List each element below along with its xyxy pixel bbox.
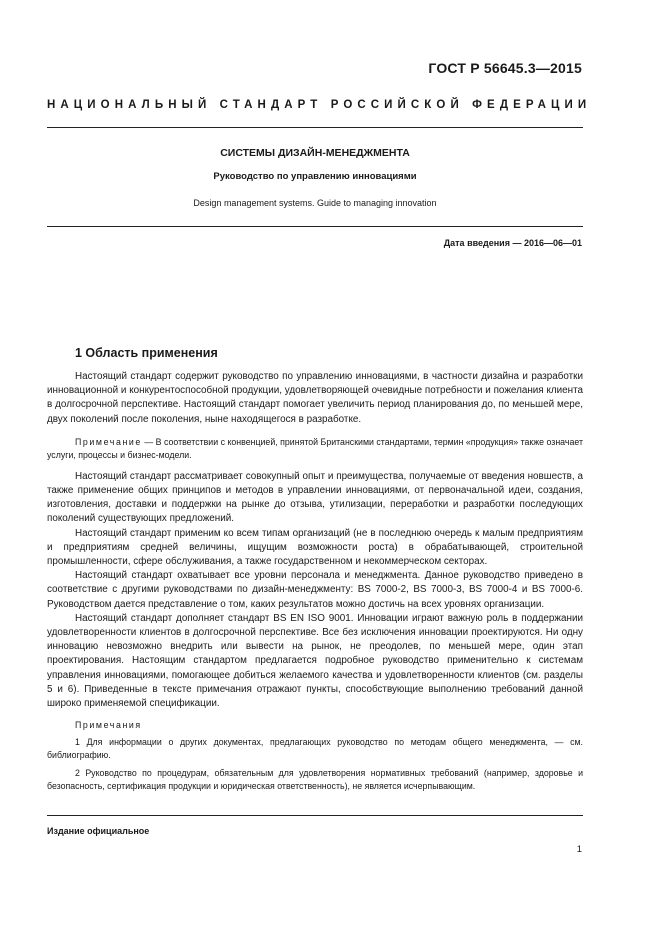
- section-body: [47, 370, 583, 798]
- note-text: — В соответствии с конвенцией, принятой Британскими стандартами, термин «продукция» также означает услуги, процессы и бизнес-модели.: [47, 436, 583, 460]
- divider-bottom: [47, 815, 583, 816]
- section-heading: 1 Область применения: [75, 346, 218, 360]
- introduction-date: Дата введения — 2016—06—01: [443, 238, 582, 248]
- document-title: СИСТЕМЫ ДИЗАЙН-МЕНЕДЖМЕНТА: [220, 147, 410, 159]
- document-subtitle: Руководство по управлению инновациями: [213, 171, 417, 182]
- divider-top: [47, 127, 583, 128]
- paragraph: Настоящий стандарт охватывает все уровни персонала и менеджмента. Данное руководство приведено в соответствие с другими руководствами по дизайн-менеджменту: BS 7000-2, BS 7000-3, BS 7000-4 и BS 7000-6. Руководством дается представление о том, каких результатов можно достичь на всех уровнях организации.: [47, 570, 583, 610]
- paragraph: Настоящий стандарт содержит руководство по управлению инновациями, в частности дизайна и разработки инновационной и конкурентоспособной продукции, удовлетворяющей очевидные потребности и пожелания клиента в долгосрочной перспективе. Настоящий стандарт помогает увеличить период планирования до, по меньшей мере, двух поколений после поколения, ныне находящегося в разработке.: [47, 371, 583, 425]
- divider-middle: [47, 226, 583, 227]
- standard-id: ГОСТ Р 56645.3—2015: [428, 60, 582, 76]
- note: [47, 436, 583, 462]
- national-standard-title: НАЦИОНАЛЬНЫЙ СТАНДАРТ РОССИЙСКОЙ ФЕДЕРАЦИИ: [47, 99, 592, 111]
- paragraph: Настоящий стандарт рассматривает совокупный опыт и преимущества, получаемые от введения новшеств, а также применение общих принципов и методов в управлении инновациями, от первоначальной идеи, создания, изготовления, доставки и поддержки на рынке до отзыва, утилизации, переработки и разработки последующих поколений существующих предложений.: [47, 470, 583, 525]
- note-label: Примечание: [75, 436, 142, 447]
- paragraph: Настоящий стандарт применим ко всем типам организаций (не в последнюю очередь к малым предприятиям и предприятиям средней величины, ищущим возможности роста) в обрабатывающей, строительной промышленности, сфере обслуживания, а также государственном и некоммерческом секторах.: [47, 527, 583, 568]
- paragraph: Настоящий стандарт дополняет стандарт BS EN ISO 9001. Инновации играют важную роль в поддержании удовлетворенности клиентов в долгосрочной перспективе. Все без исключения инновации проектируются. Ни одну инновацию невозможно внедрить или вывести на рынок, не преодолев, по меньшей мере, один этап проектирования. Настоящим стандартом предлагается подробное руководство применительно к системам управления инновациями, помогающее добиться желаемого качества и удовлетворенности клиентов (см. разделы 5 и 6). Приведенные в тексте примечания отражают пункты, способствующие выполнению требований данной широко применяемой спецификации.: [47, 612, 583, 710]
- notes-heading: Примечания: [75, 720, 142, 731]
- page-number: 1: [576, 844, 582, 855]
- note-item: 2 Руководство по процедурам, обязательным для удовлетворения нормативных требований (например, здоровье и безопасность, сертификация продукции и юридическая ответственность), не является исчерпывающим.: [47, 768, 583, 792]
- document-title-english: Design management systems. Guide to managing innovation: [193, 198, 437, 208]
- note-item: 1 Для информации о других документах, предлагающих руководство по методам общего менеджмента, — см. библиографию.: [47, 737, 583, 761]
- edition-label: Издание официальное: [47, 826, 150, 836]
